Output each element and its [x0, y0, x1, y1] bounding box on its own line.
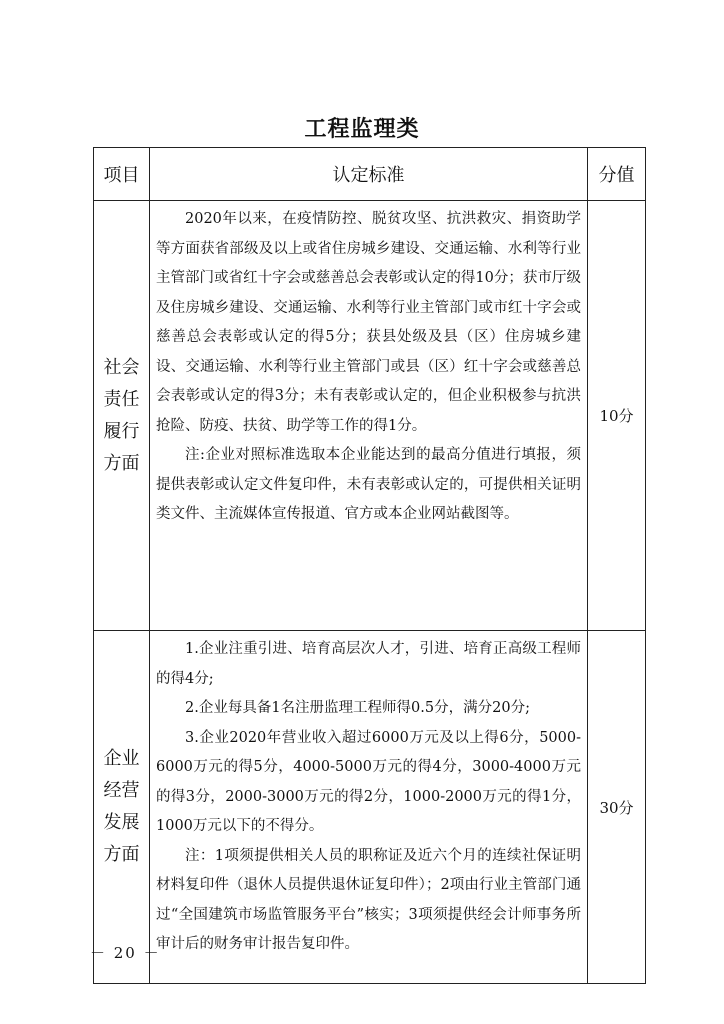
header-criteria: 认定标准	[150, 148, 588, 201]
table-row	[94, 631, 646, 984]
score-cell: 10分	[588, 201, 646, 631]
item-line: 履行	[103, 420, 140, 442]
item-line: 方面	[103, 844, 140, 865]
item-line: 企业	[103, 748, 140, 769]
score-cell: 30分	[588, 631, 646, 984]
item-cell	[94, 631, 150, 984]
criteria-table	[93, 147, 646, 984]
header-score: 分值	[588, 148, 646, 201]
criteria-paragraph: 2020年以来，在疫情防控、脱贫攻坚、抗洪救灾、捐资助学等方面获省部级及以上或省住房城乡建设、交通运输、水利等行业主管部门或省红十字会或慈善总会表彰或认定的得10分；获市厅级及住房城乡建设、交通运输、水利等行业主管部门或市红十字会或慈善总会表彰或认定的得5分；获县处级及县（区）住房城乡建设、交通运输、水利等行业主管部门或县（区）红十字会或慈善总会表彰或认定的得3分；未有表彰或认定的，但企业积极参与抗洪抢险、防疫、扶贫、助学等工作的得1分。	[156, 211, 581, 434]
table-row	[94, 201, 646, 631]
item-line: 发展	[103, 812, 140, 833]
item-line: 社会	[103, 356, 140, 378]
page-title: 工程监理类	[304, 117, 420, 142]
criteria-note: 注:企业对照标准选取本企业能达到的最高分值进行填报，须提供表彰或认定文件复印件，未有表彰或认定的，可提供相关证明类文件、主流媒体宣传报道、官方或本企业网站截图等。	[156, 447, 581, 522]
criteria-cell	[150, 631, 588, 984]
criteria-paragraph: 2.企业每具备1名注册监理工程师得0.5分，满分20分;	[185, 700, 530, 716]
item-line: 方面	[103, 452, 140, 474]
criteria-paragraph: 1.企业注重引进、培育高层次人才，引进、培育正高级工程师的得4分;	[156, 641, 581, 687]
page-number: － 20 －	[90, 944, 161, 962]
item-line: 责任	[103, 388, 140, 410]
item-line: 经营	[103, 780, 140, 801]
header-item: 项目	[94, 148, 150, 201]
criteria-cell	[150, 201, 588, 631]
table-header-row	[94, 148, 646, 201]
criteria-paragraph: 3.企业2020年营业收入超过6000万元及以上得6分，5000-6000万元的得5分，4000-5000万元的得4分，3000-4000万元的得3分，2000-3000万元的得2分，1000-2000万元的得1分，1000万元以下的不得分。	[156, 729, 581, 834]
criteria-note: 注：1项须提供相关人员的职称证及近六个月的连续社保证明材料复印件（退休人员提供退休证复印件）；2项由行业主管部门通过“全国建筑市场监管服务平台”核实；3项须提供经会计师事务所审计后的财务审计报告复印件。	[156, 847, 581, 952]
item-cell	[94, 201, 150, 631]
